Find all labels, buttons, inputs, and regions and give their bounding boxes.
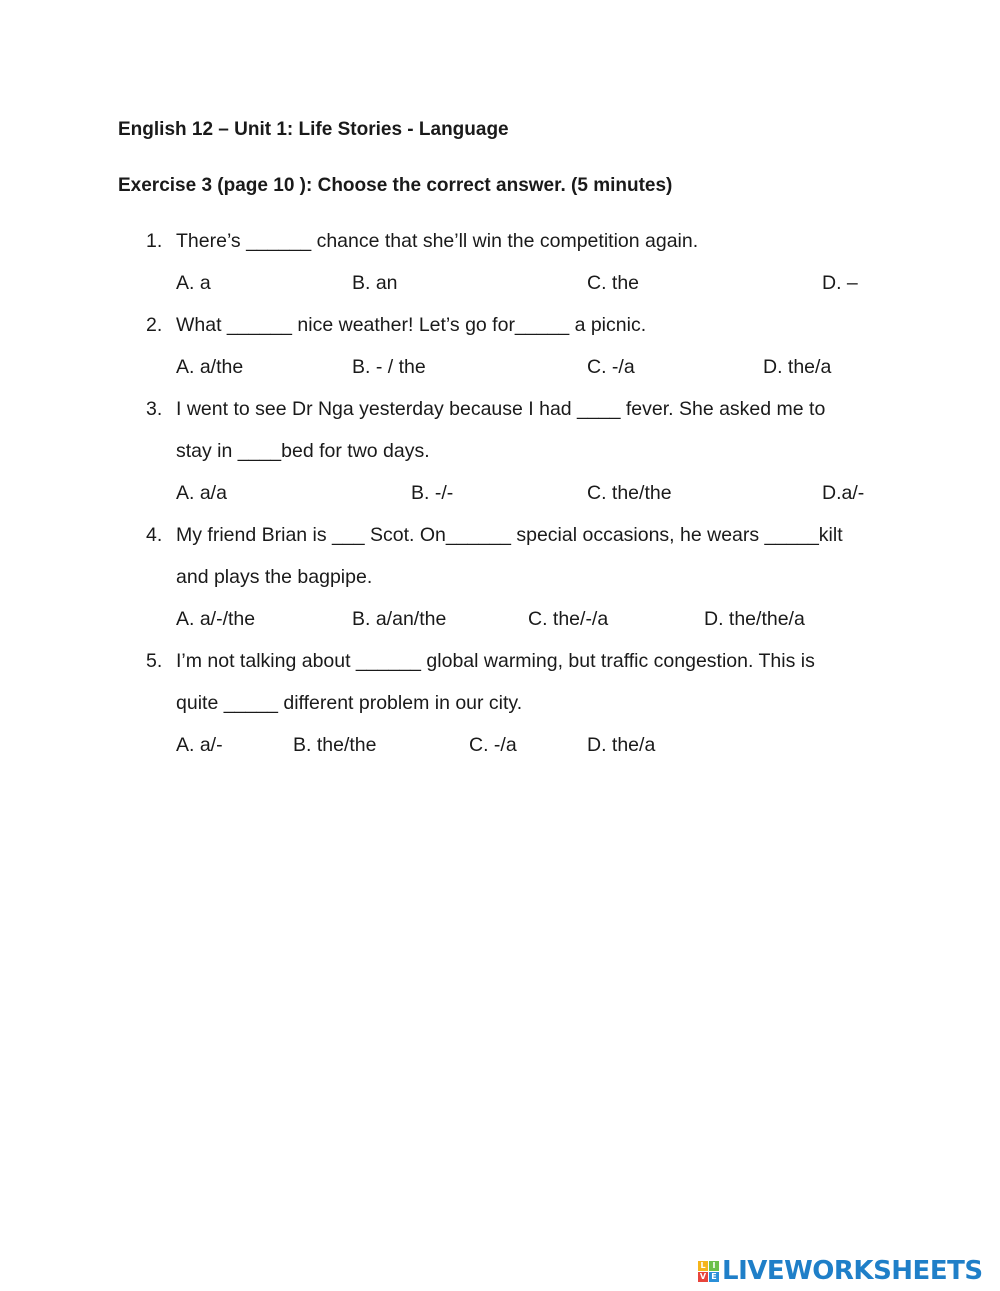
option-a[interactable]: A. a/a (176, 482, 227, 504)
option-c[interactable]: C. -/a (587, 356, 635, 378)
answer-options (146, 346, 906, 388)
question-number: 4. (146, 524, 163, 546)
question-line (146, 388, 906, 430)
logo-mark-tile: L (698, 1261, 708, 1271)
option-b[interactable]: B. a/an/the (352, 608, 447, 630)
question-2 (146, 304, 906, 388)
question-line (146, 514, 906, 556)
option-b[interactable]: B. -/- (411, 482, 454, 504)
question-line (146, 430, 906, 472)
option-c[interactable]: C. -/a (469, 734, 517, 756)
logo-text: LIVEWORKSHEETS (722, 1256, 983, 1286)
question-number: 3. (146, 398, 163, 420)
question-4 (146, 514, 906, 640)
option-d[interactable]: D.a/- (822, 482, 865, 504)
question-line (146, 556, 906, 598)
question-5 (146, 640, 906, 766)
option-a[interactable]: A. a (176, 272, 211, 294)
option-c[interactable]: C. the/-/a (528, 608, 609, 630)
option-b[interactable]: B. an (352, 272, 398, 294)
option-a[interactable]: A. a/the (176, 356, 244, 378)
option-a[interactable]: A. a/- (176, 734, 223, 756)
answer-options (146, 472, 906, 514)
question-text: There’s ______ chance that she’ll win the competition again. (176, 230, 699, 252)
question-text-continued: quite _____ different problem in our city. (176, 692, 523, 714)
exercise-instructions: Exercise 3 (page 10 ): Choose the correct answer. (5 minutes) (118, 175, 673, 196)
question-text: My friend Brian is ___ Scot. On______ special occasions, he wears _____kilt (176, 524, 843, 546)
option-b[interactable]: B. - / the (352, 356, 426, 378)
logo-mark-icon (698, 1261, 719, 1282)
question-text-continued: and plays the bagpipe. (176, 566, 373, 588)
option-b[interactable]: B. the/the (293, 734, 377, 756)
question-1 (146, 220, 906, 304)
logo-mark-tile: E (709, 1272, 719, 1282)
option-d[interactable]: D. – (822, 272, 858, 294)
option-d[interactable]: D. the/a (763, 356, 832, 378)
answer-options (146, 724, 906, 766)
option-d[interactable]: D. the/a (587, 734, 656, 756)
question-number: 5. (146, 650, 163, 672)
question-text: I’m not talking about ______ global warming, but traffic congestion. This is (176, 650, 815, 672)
question-line (146, 640, 906, 682)
question-line (146, 304, 906, 346)
option-a[interactable]: A. a/-/the (176, 608, 256, 630)
option-c[interactable]: C. the/the (587, 482, 672, 504)
question-line (146, 220, 906, 262)
question-line (146, 682, 906, 724)
worksheet-title: English 12 – Unit 1: Life Stories - Language (118, 119, 509, 140)
question-number: 2. (146, 314, 163, 336)
question-text-continued: stay in ____bed for two days. (176, 440, 430, 462)
answer-options (146, 262, 906, 304)
option-c[interactable]: C. the (587, 272, 640, 294)
liveworksheets-logo (698, 1256, 983, 1286)
answer-options (146, 598, 906, 640)
question-number: 1. (146, 230, 163, 252)
logo-mark-tile: V (699, 1271, 707, 1281)
question-text: What ______ nice weather! Let’s go for_____ a picnic. (176, 314, 647, 336)
logo-mark-tile: I (709, 1261, 719, 1271)
question-3 (146, 388, 906, 514)
question-text: I went to see Dr Nga yesterday because I had ____ fever. She asked me to (176, 398, 826, 420)
option-d[interactable]: D. the/the/a (704, 608, 805, 630)
